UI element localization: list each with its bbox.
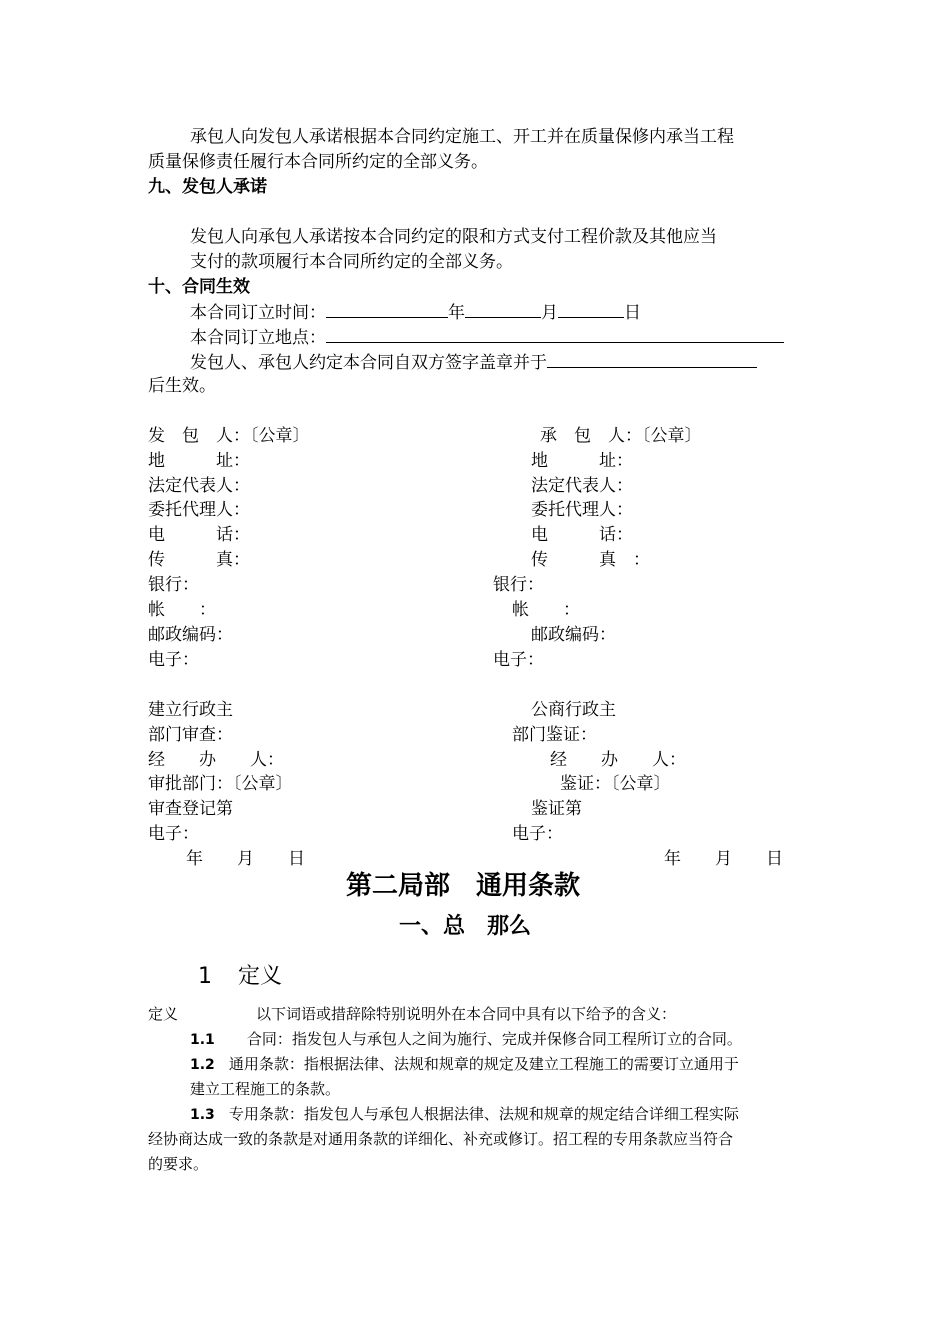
right-review-cert: 鉴证：〔公章〕: [560, 774, 671, 794]
right-fax: 传 真 ：: [531, 550, 650, 570]
left-review-approval: 审批部门：〔公章〕: [148, 774, 293, 794]
left-agent: 委托代理人：: [148, 500, 250, 520]
left-review-date: 年 月 日: [186, 849, 305, 869]
right-review-dept1: 公商行政主: [531, 700, 616, 720]
item-1-3-cont1: 经协商达成一致的条款是对通用条款的详细化、补充或修订。招工程的专用条款应当符合: [148, 1130, 734, 1148]
clause-heading: [198, 963, 282, 991]
left-fax: 传 真：: [148, 550, 250, 570]
left-phone: 电 话：: [148, 525, 250, 545]
chapter-title: 一、总 那么: [399, 914, 532, 939]
right-phone: 电 话：: [531, 525, 633, 545]
right-bank: 银行：: [493, 575, 544, 595]
item-1-3-num: 1.3: [190, 1107, 215, 1123]
year-label: 年: [448, 303, 465, 323]
effective-line2: 后生效。: [148, 376, 216, 396]
day-blank: [558, 300, 624, 318]
intro-label: 定义: [148, 1005, 179, 1023]
right-legal-rep: 法定代表人：: [531, 476, 633, 496]
item-1-1-text: 合同：指发包人与承包人之间为施行、完成并保修合同工程所订立的合同。: [246, 1030, 742, 1048]
clause-num: 1: [198, 964, 212, 989]
item-1-2-num: 1.2: [190, 1057, 215, 1073]
right-agent: 委托代理人：: [531, 500, 633, 520]
item-1-3-text: 专用条款：指发包人与承包人根据法律、法规和规章的规定结合详细工程实际: [228, 1105, 739, 1123]
effective-blank: [547, 350, 757, 368]
right-review-dept2: 部门鉴证：: [512, 725, 597, 745]
left-bank: 银行：: [148, 575, 199, 595]
section9-line1: 发包人向承包人承诺按本合同约定的限和方式支付工程价款及其他应当: [190, 227, 717, 247]
intro-text: 以下词语或措辞除特别说明外在本合同中具有以下给予的含义：: [256, 1005, 677, 1023]
item-1-3-cont2: 的要求。: [148, 1155, 209, 1173]
left-review-dept1: 建立行政主: [148, 700, 233, 720]
left-review-email: 电子：: [148, 824, 199, 844]
item-1-1: [190, 1028, 742, 1051]
sign-place-label: 本合同订立地点：: [190, 328, 326, 348]
para8-line1: 承包人向发包人承诺根据本合同约定施工、开工并在质量保修内承当工程: [190, 127, 734, 147]
sign-place-line: [190, 325, 784, 349]
item-1-3: [190, 1103, 739, 1126]
left-review-dept2: 部门审查：: [148, 725, 233, 745]
left-review-record: 审查登记第: [148, 799, 233, 819]
item-1-2: [190, 1053, 739, 1076]
right-address: 地 址：: [531, 451, 633, 471]
month-label: 月: [541, 303, 558, 323]
right-review-handler: 经 办 人：: [550, 750, 686, 770]
month-blank: [465, 300, 541, 318]
right-postcode: 邮政编码：: [531, 625, 616, 645]
right-account: 帐 ：: [512, 600, 580, 620]
para8-line2: 质量保修责任履行本合同所约定的全部义务。: [148, 152, 488, 172]
right-party: 承 包 人：〔公章〕: [540, 426, 702, 446]
right-email: 电子：: [493, 650, 544, 670]
left-email: 电子：: [148, 650, 199, 670]
sign-time-line: [190, 300, 641, 324]
item-1-1-num: 1.1: [190, 1032, 215, 1048]
section9-line2: 支付的款项履行本合同所约定的全部义务。: [190, 252, 513, 272]
left-postcode: 邮政编码：: [148, 625, 233, 645]
year-blank: [326, 300, 448, 318]
right-review-date: 年 月 日: [664, 849, 783, 869]
item-1-2-cont: 建立工程施工的条款。: [190, 1080, 341, 1098]
left-legal-rep: 法定代表人：: [148, 476, 250, 496]
left-review-handler: 经 办 人：: [148, 750, 284, 770]
left-party: 发 包 人：〔公章〕: [148, 426, 310, 446]
definition-intro: [148, 1003, 676, 1025]
effective-line1: [190, 350, 757, 374]
right-review-email: 电子：: [512, 824, 563, 844]
left-account: 帐 ：: [148, 600, 216, 620]
sign-time-label: 本合同订立时间：: [190, 303, 326, 323]
clause-title: 定义: [238, 964, 283, 989]
left-address: 地 址：: [148, 451, 250, 471]
item-1-2-text: 通用条款：指根据法律、法规和规章的规定及建立工程施工的需要订立通用于: [228, 1055, 739, 1073]
day-label: 日: [624, 303, 641, 323]
section10-heading: 十、合同生效: [148, 277, 250, 297]
right-review-record: 鉴证第: [531, 799, 582, 819]
effective-text: 发包人、承包人约定本合同自双方签字盖章并于: [190, 353, 547, 373]
place-blank: [326, 325, 784, 343]
part2-title: 第二局部 通用条款: [346, 871, 581, 901]
section9-heading: 九、发包人承诺: [148, 177, 267, 197]
